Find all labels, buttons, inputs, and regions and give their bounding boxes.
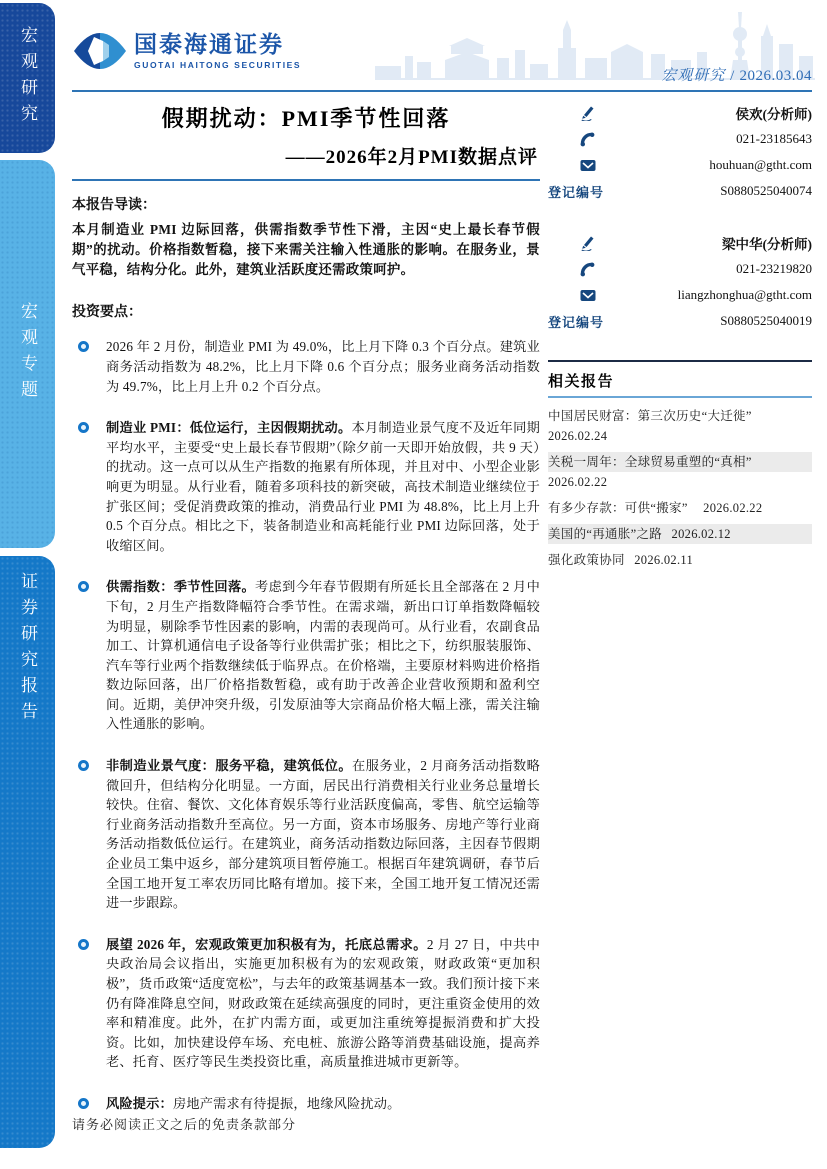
logo-icon	[74, 30, 126, 72]
pen-signature-icon	[580, 235, 600, 251]
analyst-phone: 021-23185643	[736, 131, 812, 146]
sidebar-tab-macro-topic	[0, 160, 55, 548]
header-category: 宏观研究	[661, 68, 726, 84]
related-report-date: 2026.02.11	[634, 553, 694, 567]
brand-logo	[74, 30, 301, 72]
phone-handset-icon	[580, 262, 600, 277]
bullet-item	[72, 935, 540, 1072]
pen-signature-icon	[580, 105, 600, 121]
sidebar-tab-macro-research	[0, 3, 55, 153]
analyst-name: 侯欢(分析师)	[735, 107, 812, 122]
guide-text: 本月制造业 PMI 边际回落，供需指数季节性下滑，主因“史上最长春节假期”的扰动。价格指数暂稳，接下来需关注输入性通胀的影响。在服务业，景气平稳，结构分化。此外，建筑业活跃度还需政策呵护。	[72, 222, 540, 277]
related-report-date: 2026.02.24	[548, 429, 608, 443]
related-report-item	[548, 524, 812, 544]
ring-bullet-icon	[78, 939, 89, 950]
bullet-item	[72, 1094, 540, 1114]
sidebar-tab-label: 宏观专题	[18, 302, 37, 406]
header-divider	[72, 90, 812, 92]
envelope-icon	[580, 159, 600, 172]
bullet-text: 2026 年 2 月份，制造业 PMI 为 49.0%，比上月下降 0.3 个百分点。建筑业商务活动指数为 48.2%，比上月下降 0.6 个百分点；服务业商务活动指数为 49.7%，比上月上升 0.2 个百分点。	[106, 339, 540, 394]
related-report-title: 强化政策协同	[548, 553, 625, 567]
brand-name-cn: 国泰海通证券	[134, 31, 284, 57]
related-report-title: 有多少存款：可供“搬家”	[548, 501, 688, 515]
main-column	[72, 98, 540, 1136]
ring-bullet-icon	[78, 581, 89, 592]
title-divider	[72, 179, 540, 181]
highlights-label: 投资要点：	[72, 305, 142, 321]
related-report-title: 关税一周年：全球贸易重塑的“真相”	[548, 452, 812, 472]
guide-label: 本报告导读：	[72, 198, 156, 213]
report-subtitle: ——2026年2月PMI数据点评	[285, 147, 538, 168]
highlights-list	[72, 337, 540, 1113]
info-column	[548, 100, 812, 576]
analyst-card	[548, 230, 812, 334]
bullet-lead: 风险提示：	[106, 1095, 173, 1111]
ring-bullet-icon	[78, 422, 89, 433]
registration-number: S0880525040074	[720, 183, 812, 198]
related-reports-top-divider	[548, 360, 812, 362]
analyst-email: liangzhonghua@gtht.com	[677, 287, 812, 302]
header-date: 2026.03.04	[739, 68, 812, 84]
related-report-item	[548, 452, 812, 492]
bullet-text: 在服务业，2 月商务活动指数略微回升，但结构分化明显。一方面，居民出行消费相关行业业务总量增长较快。住宿、餐饮、文化体育娱乐等行业活跃度偏高，零售、航空运输等行业商务活动指数升至高位。另一方面，资本市场服务、房地产等行业商务活动指数低位运行。在建筑业，商务活动指数边际回落，主因春节假期企业员工集中返乡，部分建筑项目暂停施工。根据百年建筑调研，春节后全国工地开复工率农历同比略有增加。接下来，全国工地开复工情况还需进一步跟踪。	[106, 758, 541, 911]
related-report-title: 美国的“再通胀”之路	[548, 527, 663, 541]
header-category-date	[661, 64, 812, 85]
bullet-lead: 供需指数：季节性回落。	[106, 579, 256, 595]
registration-label: 登记编号	[548, 314, 605, 330]
sidebar-tab-label: 证券研究报告	[18, 572, 37, 728]
bullet-lead: 非制造业景气度：服务平稳，建筑低位。	[106, 758, 353, 774]
bullet-text: 本月制造业景气度不及近年同期平均水平，主要受“史上最长春节假期”（除夕前一天即开始放假，共 9 天）的扰动。这一点可以从生产指数的拖累有所体现，并且对中、小型企业影响更为明显。从行业看，随着多项科技的新突破，高技术制造业继续位于扩张区间；受促消费政策的推动，消费品行业 PMI 为 48.8%，比上月上升 0.5 个百分点。相比之下，装备制造业和高耗能行业 PMI 边际回落，处于收缩区间。	[106, 420, 540, 553]
sidebar-tab-securities-research-report	[0, 556, 55, 1148]
bullet-item	[72, 756, 540, 913]
brand-name-en: GUOTAI HAITONG SECURITIES	[134, 60, 302, 70]
ring-bullet-icon	[78, 1098, 89, 1109]
registration-number: S0880525040019	[720, 313, 812, 328]
phone-handset-icon	[580, 132, 600, 147]
analyst-card	[548, 100, 812, 204]
bullet-lead: 制造业 PMI：低位运行，主因假期扰动。	[106, 420, 352, 436]
related-report-item	[548, 406, 812, 446]
related-reports-underline	[548, 396, 812, 398]
sidebar-tab-label: 宏观研究	[18, 26, 37, 130]
related-report-date: 2026.02.22	[703, 501, 763, 515]
related-report-title: 中国居民财富：第三次历史“大迁徙”	[548, 409, 752, 423]
registration-label: 登记编号	[548, 184, 605, 200]
bullet-item	[72, 418, 540, 555]
header-separator: /	[730, 68, 735, 84]
analyst-phone: 021-23219820	[736, 261, 812, 276]
envelope-icon	[580, 289, 600, 302]
related-reports-heading: 相关报告	[548, 374, 615, 390]
report-title: 假期扰动：PMI季节性回落	[161, 106, 451, 131]
related-report-date: 2026.02.12	[671, 527, 731, 541]
bullet-text: 房地产需求有待提振，地缘风险扰动。	[172, 1095, 401, 1111]
analyst-email: houhuan@gtht.com	[709, 157, 812, 172]
bullet-text: 考虑到今年春节假期有所延长且全部落在 2 月中下旬，2 月生产指数降幅符合季节性。在需求端，新出口订单指数降幅较为明显，剔除季节性因素的影响，内需的表现尚可。从行业看，农副食品加工、计算机通信电子设备等行业供需扩张；相比之下，纺织服装服饰、汽车等行业两个指数继续低于临界点。在价格端，主要原材料购进价格指数边际回落，出厂价格指数暂稳，或有助于改善企业营收预期和盈利空间。近期，美伊冲突升级，引发原油等大宗商品价格大幅上涨，需关注输入性通胀的影响。	[106, 579, 540, 732]
bullet-item	[72, 337, 540, 396]
disclaimer-footer: 请务必阅读正文之后的免责条款部分	[72, 1117, 297, 1132]
bullet-text: 2 月 27 日，中共中央政治局会议指出，实施更加积极有为的宏观政策，财政政策“更加积极”，货币政策“适度宽松”，与去年的政策基调基本一致。我们预计接下来仍有降准降息空间，财政政策在延续高强度的同时，更注重资金使用的效率和精准度。此外，在扩内需方面，或更加注重统筹提振消费和扩大投资。比如，加快建设停车场、充电桩、旅游公路等消费基础设施，提高养老、托育、医疗等民生类投资比重，高质量推进城市更新等。	[106, 936, 540, 1070]
ring-bullet-icon	[78, 341, 89, 352]
ring-bullet-icon	[78, 760, 89, 771]
bullet-item	[72, 577, 540, 734]
related-report-item	[548, 498, 812, 518]
related-report-item	[548, 550, 812, 570]
analyst-name: 梁中华(分析师)	[722, 237, 812, 252]
bullet-lead: 展望 2026 年，宏观政策更加积极有为，托底总需求。	[106, 936, 427, 952]
related-reports-list	[548, 406, 812, 570]
related-report-date: 2026.02.22	[548, 475, 608, 489]
